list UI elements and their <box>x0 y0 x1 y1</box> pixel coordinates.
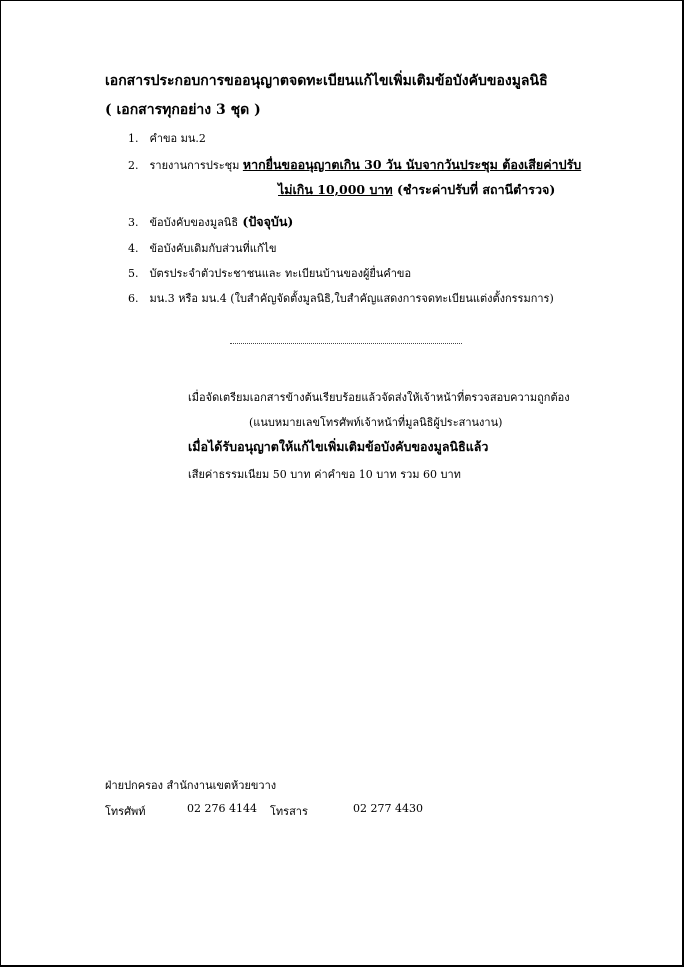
item-text: ข้อบังคับของมูลนิธิ <box>149 216 239 229</box>
item-number: 3. <box>128 216 139 229</box>
footer-phone: 02 276 4144 <box>187 802 257 815</box>
note-line-4: เสียค่าธรรมเนียม 50 บาท ค่าคำขอ 10 บาท รวม 60 บาท <box>188 468 461 481</box>
item-number: 4. <box>128 242 139 255</box>
item-text: มน.3 หรือ มน.4 (ใบสำคัญจัดตั้งมูลนิธิ,ใบสำคัญแสดงการจดทะเบียนแต่งตั้งกรรมการ) <box>149 292 554 305</box>
note-line-3: เมื่อได้รับอนุญาตให้แก้ไขเพิ่มเติมข้อบังคับของมูลนิธิแล้ว <box>188 439 489 454</box>
note-line-1: เมื่อจัดเตรียมเอกสารข้างต้นเรียบร้อยแล้วจัดส่งให้เจ้าหน้าที่ตรวจสอบความถูกต้อง <box>188 391 570 404</box>
item-text: ข้อบังคับเดิมกับส่วนที่แก้ไข <box>149 242 277 255</box>
footer-fax: 02 277 4430 <box>353 802 423 815</box>
list-item-6 <box>128 289 554 307</box>
list-item-5 <box>128 264 411 282</box>
item-emphasis: (ปัจจุบัน) <box>238 214 294 229</box>
note-line-2: (แนบหมายเลขโทรศัพท์เจ้าหน้าที่มูลนิธิผู้ประสานงาน) <box>249 416 503 429</box>
item-text: คำขอ มน.2 <box>149 132 206 145</box>
item-text: รายงานการประชุม <box>149 159 240 172</box>
list-item-4 <box>128 239 277 257</box>
list-item-2 <box>128 155 581 175</box>
item-text: บัตรประจำตัวประชาชนและ ทะเบียนบ้านของผู้ยื่นคำขอ <box>149 267 412 280</box>
dotted-divider <box>230 343 462 344</box>
fine-amount: ไม่เกิน 10,000 บาท <box>278 182 393 197</box>
fine-payment-place: (ชำระค่าปรับที่ สถานีตำรวจ) <box>392 182 556 197</box>
document-title: เอกสารประกอบการขออนุญาตจดทะเบียนแก้ไขเพิ่มเติมข้อบังคับของมูลนิธิ <box>105 73 548 89</box>
item-number: 1. <box>128 132 139 145</box>
fine-amount-line <box>278 180 555 200</box>
item-number: 5. <box>128 267 139 280</box>
footer-fax-label: โทรสาร <box>270 805 308 818</box>
list-item-1 <box>128 129 206 147</box>
document-subtitle: ( เอกสารทุกอย่าง 3 ชุด ) <box>105 102 261 118</box>
footer-phone-label: โทรศัพท์ <box>105 805 146 818</box>
footer-office: ฝ่ายปกครอง สำนักงานเขตห้วยขวาง <box>105 779 277 792</box>
fine-warning: หากยื่นขออนุญาตเกิน 30 วัน นับจากวันประชุม ต้องเสียค่าปรับ <box>242 157 582 172</box>
item-number: 2. <box>128 159 139 172</box>
list-item-3 <box>128 212 293 232</box>
item-number: 6. <box>128 292 139 305</box>
